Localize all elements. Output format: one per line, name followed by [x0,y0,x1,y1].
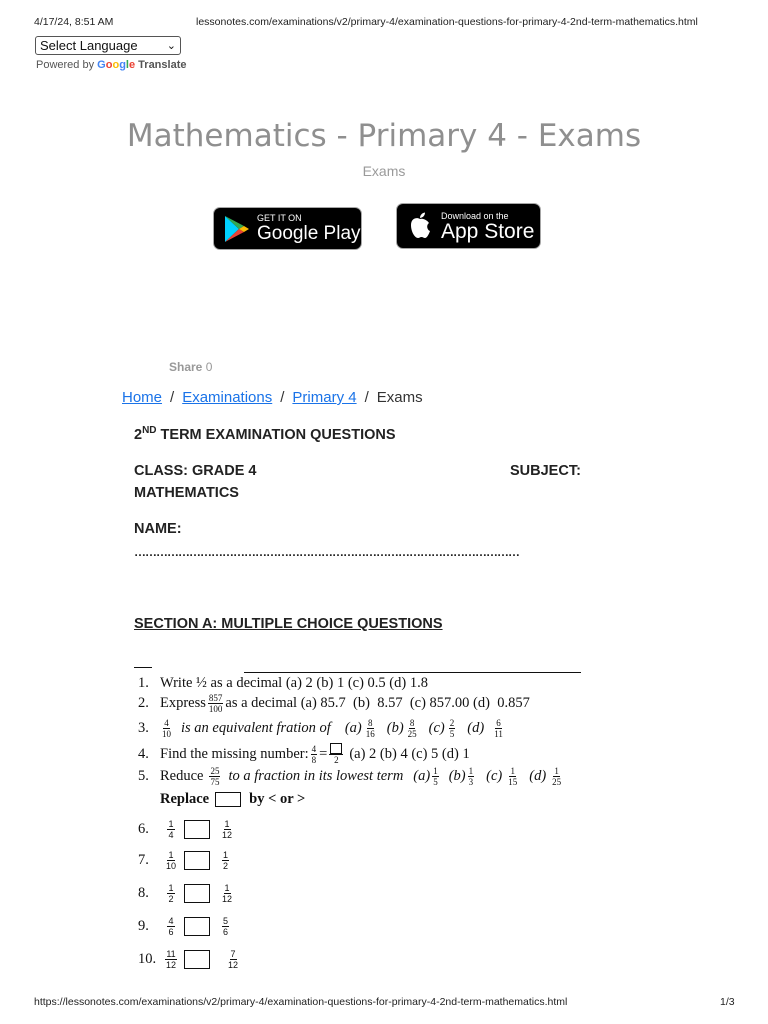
comparison-6: 6. $\frac{1}{4}$ $\frac{1}{12}$ [138,818,233,840]
comparison-8: 8. $\frac{1}{2}$ $\frac{1}{12}$ [138,882,233,904]
name-label: NAME: [134,521,182,537]
print-datetime: 4/17/24, 8:51 AM [34,16,114,28]
print-footer-url: https://lessonotes.com/examinations/v2/primary-4/examination-questions-for-primary-4-2nd-term-mathematics.html [34,996,568,1008]
breadcrumb-examinations[interactable]: Examinations [182,389,273,406]
question-2: 2. Express $\frac{857}{100}$ as a decimal (a) 85.7 (b) 8.57 (c) 857.00 (d) 0.857 [138,693,530,714]
question-5: 5. Reduce $\frac{25}{75}$ to a fraction in its lowest term (a) $\frac{1}{5}$ (b) $\frac{1}{3}$ (c) $\frac{1}{15}$ (d) $\frac{1}{25}$ [138,766,562,787]
page-title: Mathematics - Primary 4 - Exams [126,118,642,154]
google-play-badge[interactable] [213,207,362,250]
comparison-7: 7. $\frac{1}{10}$ $\frac{1}{2}$ [138,849,229,871]
share-button[interactable] [169,360,212,374]
language-select[interactable] [35,36,181,55]
translate-link[interactable]: Translate [138,59,187,71]
answer-box [215,792,241,807]
replace-instruction: Replace by < or > [160,791,306,807]
divider [134,667,152,668]
breadcrumb-current: Exams [376,389,423,406]
google-play-small-text: GET IT ON [257,213,302,223]
breadcrumb: Home / Examinations / Primary 4 / Exams [122,389,423,406]
apple-icon [407,211,433,241]
app-store-badge[interactable] [396,203,541,249]
answer-box[interactable] [184,950,210,969]
question-3: 3. $\frac{4}{10}$ is an equivalent fration of (a) $\frac{8}{16}$ (b) $\frac{8}{25}$ (c) $\frac{2}{5}$ (d) $\frac{6}{11}$ [138,718,503,739]
breadcrumb-primary-4[interactable]: Primary 4 [292,389,357,406]
language-select-label: Select Language [40,38,138,53]
answer-box[interactable] [184,917,210,936]
app-store-small-text: Download on the [441,210,509,221]
powered-by-google [36,59,186,71]
answer-box[interactable] [184,820,210,839]
breadcrumb-home[interactable]: Home [122,389,163,406]
section-a-heading: SECTION A: MULTIPLE CHOICE QUESTIONS [134,616,443,632]
subject-value: MATHEMATICS [134,485,239,501]
share-count: 0 [205,360,213,374]
google-play-icon [223,214,251,244]
google-logo: Google [97,59,136,71]
divider [244,672,581,673]
question-4: 4. Find the missing number: $\frac{4}{8}$ = 2 (a) 2 (b) 4 (c) 5 (d) 1 [138,743,470,766]
name-line: …………………………………………………………………………………………… [134,545,519,559]
share-label: Share [169,360,203,374]
powered-by-text: Powered by [36,59,95,71]
answer-box[interactable] [184,884,210,903]
class-label: CLASS: GRADE 4 [134,463,257,479]
question-1: 1. Write ½ as a decimal (a) 2 (b) 1 (c) 0.5 (d) 1.8 [138,675,428,691]
print-page-number: 1/3 [720,996,735,1008]
page-subtitle: Exams [362,163,406,179]
app-store-big-text: App Store [441,219,535,243]
chevron-down-icon: ⌄ [166,40,176,52]
print-url: lessonotes.com/examinations/v2/primary-4/examination-questions-for-primary-4-2nd-term-mathematics.html [196,16,698,28]
exam-heading: 2ND TERM EXAMINATION QUESTIONS [134,425,396,443]
subject-label: SUBJECT: [510,463,581,479]
answer-box[interactable] [184,851,210,870]
comparison-10: 10. $\frac{11}{12}$ $\frac{7}{12}$ [138,948,239,970]
comparison-9: 9. $\frac{4}{6}$ $\frac{5}{6}$ [138,915,229,937]
google-play-big-text: Google Play [257,223,361,244]
